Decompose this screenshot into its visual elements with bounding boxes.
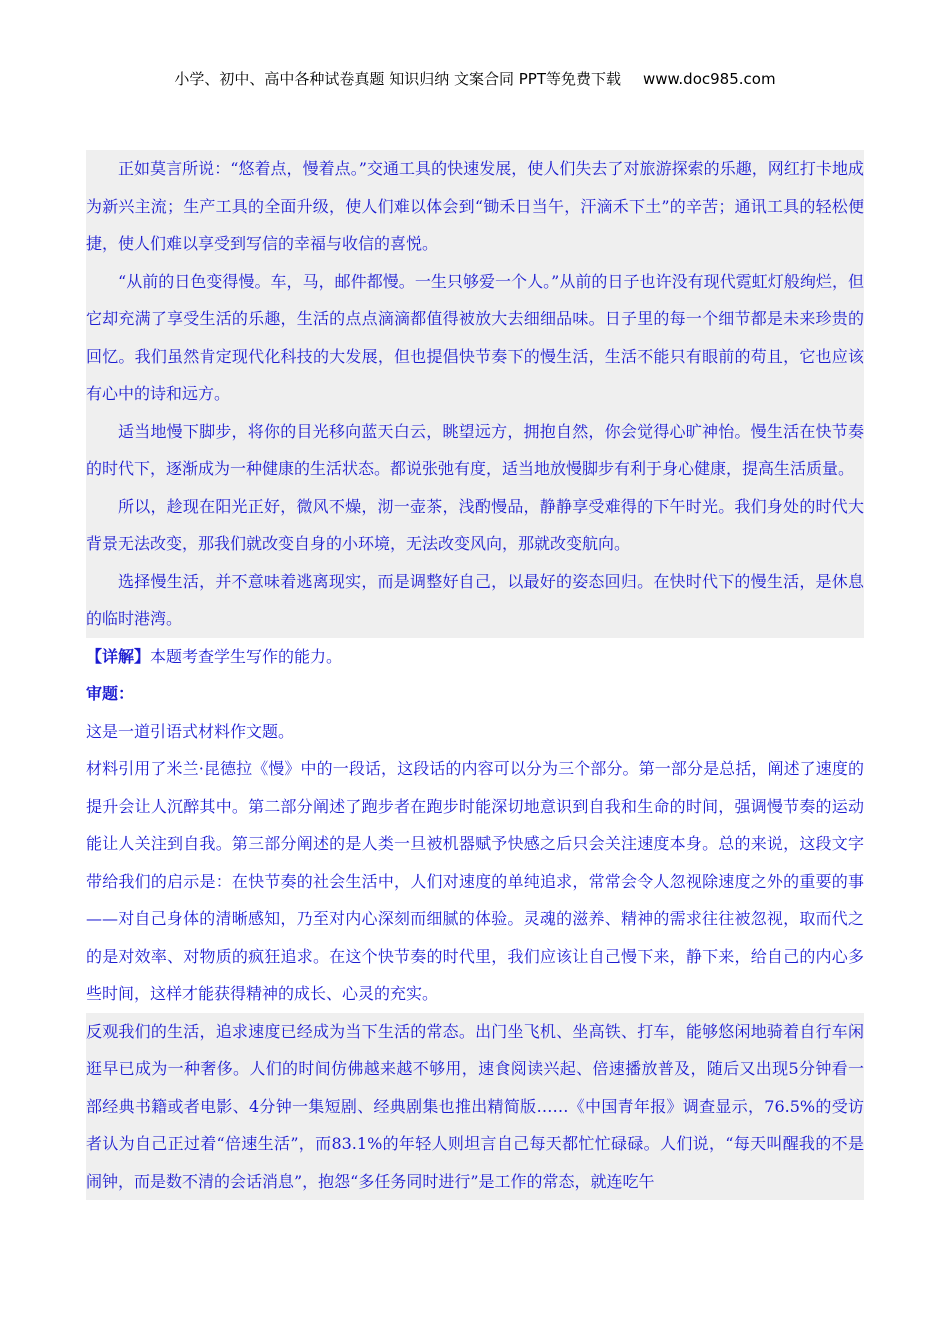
page-header: [0, 68, 950, 89]
essay-paragraph: 正如莫言所说：“悠着点，慢着点。”交通工具的快速发展，使人们失去了对旅游探索的乐趣，网红打卡地成为新兴主流；生产工具的全面升级，使人们难以体会到“锄禾日当午，汗滴禾下土”的辛苦；通讯工具的轻松便捷，使人们难以享受到写信的幸福与收信的喜悦。: [86, 159, 864, 253]
shenti-intro: 这是一道引语式材料作文题。: [86, 721, 295, 741]
shenti-heading: 审题：: [86, 684, 135, 703]
detail-text: 本题考查学生写作的能力。: [150, 646, 343, 666]
essay-paragraph: “从前的日色变得慢。车，马，邮件都慢。一生只够爱一个人。”从前的日子也许没有现代霓虹灯般绚烂，但它却充满了享受生活的乐趣，生活的点点滴滴都值得被放大去细细品味。日子里的每一个细节都是未来珍贵的回忆。我们虽然肯定现代化科技的大发展，但也提倡快节奏下的慢生活，生活不能只有眼前的苟且，它也应该有心中的诗和远方。: [86, 271, 864, 403]
highlighted-section: [86, 1013, 864, 1201]
header-site-url[interactable]: www.doc985.com: [642, 70, 776, 88]
essay-paragraph: 适当地慢下脚步，将你的目光移向蓝天白云，眺望远方，拥抱自然，你会觉得心旷神怡。慢生活在快节奏的时代下，逐渐成为一种健康的生活状态。都说张弛有度，适当地放慢脚步有利于身心健康，提高生活质量。: [86, 421, 864, 478]
sample-essay: [86, 150, 864, 638]
essay-paragraph: 所以，趁现在阳光正好，微风不燥，沏一壶茶，浅酌慢品，静静享受难得的下午时光。我们身处的时代大背景无法改变，那我们就改变自身的小环境，无法改变风向，那就改变航向。: [86, 496, 864, 553]
header-text: 小学、初中、高中各种试卷真题 知识归纳 文案合同 PPT等免费下载: [174, 70, 621, 88]
detail-label: 【详解】: [86, 646, 151, 666]
shenti-paragraph: 反观我们的生活，追求速度已经成为当下生活的常态。出门坐飞机、坐高铁、打车，能够悠闲地骑着自行车闲逛早已成为一种奢侈。人们的时间仿佛越来越不够用，速食阅读兴起、倍速播放普及，随后又出现5分钟看一部经典书籍或者电影、4分钟一集短剧、经典剧集也推出精简版……《中国青年报》调查显示，76.5%的受访者认为自己正过着“倍速生活”，而83.1%的年轻人则坦言自己每天都忙忙碌碌。人们说，“每天叫醒我的不是闹钟，而是数不清的会话消息”，抱怨“多任务同时进行”是工作的常态，就连吃午: [86, 1021, 864, 1191]
detail-line: [86, 638, 864, 676]
shenti-paragraph: 材料引用了米兰·昆德拉《慢》中的一段话，这段话的内容可以分为三个部分。第一部分是总括，阐述了速度的提升会让人沉醉其中。第二部分阐述了跑步者在跑步时能深切地意识到自我和生命的时间，强调慢节奏的运动能让人关注到自我。第三部分阐述的是人类一旦被机器赋予快感之后只会关注速度本身。总的来说，这段文字带给我们的启示是：在快节奏的社会生活中，人们对速度的单纯追求，常常会令人忽视除速度之外的重要的事——对自己身体的清晰感知，乃至对内心深刻而细腻的体验。灵魂的滋养、精神的需求往往被忽视，取而代之的是对效率、对物质的疯狂追求。在这个快节奏的时代里，我们应该让自己慢下来，静下来，给自己的内心多些时间，这样才能获得精神的成长、心灵的充实。: [86, 759, 864, 1003]
document-body: [86, 150, 864, 1200]
essay-paragraph: 选择慢生活，并不意味着逃离现实，而是调整好自己，以最好的姿态回归。在快时代下的慢生活，是休息的临时港湾。: [86, 571, 864, 628]
